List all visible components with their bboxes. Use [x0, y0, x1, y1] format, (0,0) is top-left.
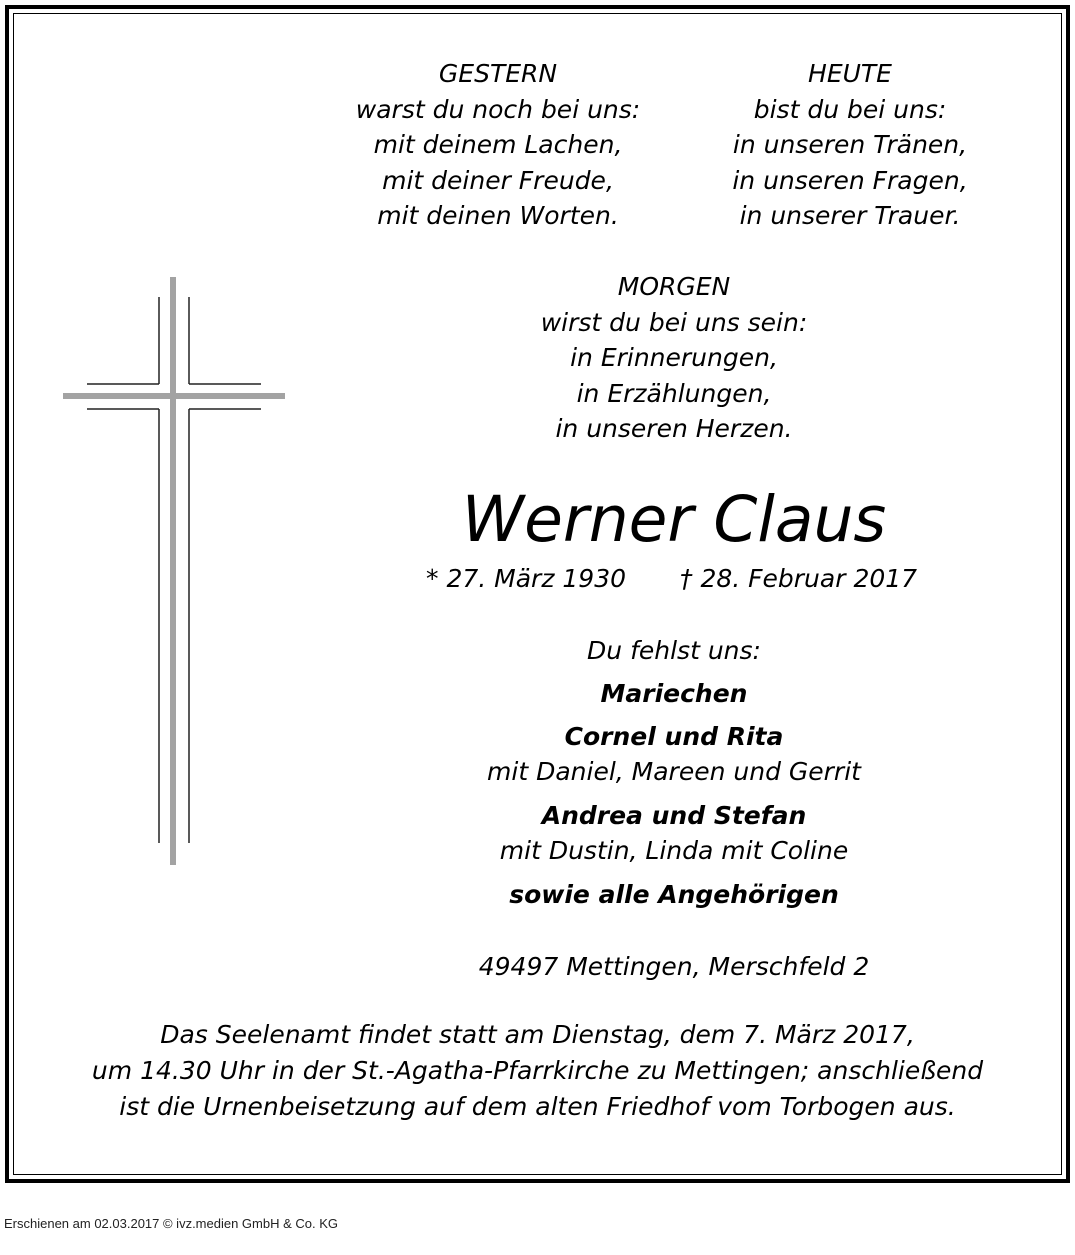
poem-line: MORGEN — [617, 272, 731, 301]
poem-tomorrow — [474, 269, 874, 447]
poem-line: warst du noch bei uns: — [355, 94, 641, 124]
poem-line: bist du bei uns: — [753, 94, 947, 124]
address: 49497 Mettingen, Merschfeld 2 — [478, 952, 870, 981]
birth-date: * 27. März 1930 — [426, 564, 627, 593]
service-line: um 14.30 Uhr in der St.-Agatha-Pfarrkirche zu Mettingen; anschließend — [91, 1056, 984, 1085]
publication-footer: Erschienen am 02.03.2017 © ivz.medien GmbH & Co. KG — [4, 1216, 339, 1231]
poem-line: in unserer Trauer. — [739, 201, 961, 230]
poem-line: mit deinem Lachen, — [373, 130, 623, 159]
poem-line: in unseren Fragen, — [732, 165, 968, 195]
mourner-relatives: mit Dustin, Linda mit Coline — [499, 836, 849, 865]
poem-line: mit deiner Freude, — [382, 165, 614, 195]
cross-icon — [60, 275, 290, 874]
mourner-relatives: mit Daniel, Mareen und Gerrit — [487, 757, 861, 786]
death-date: † 28. Februar 2017 — [680, 564, 918, 593]
deceased-name: Werner Claus — [461, 483, 887, 556]
poem-line: in unseren Tränen, — [732, 130, 968, 159]
poem-line: in Erinnerungen, — [570, 343, 778, 372]
service-info — [40, 1017, 1035, 1125]
poem-line: in unseren Herzen. — [555, 414, 793, 443]
mourner-name: Mariechen — [600, 679, 748, 708]
mourner-name: sowie alle Angehörigen — [509, 880, 839, 909]
poem-line: GESTERN — [438, 59, 558, 88]
poem-line: wirst du bei uns sein: — [540, 307, 808, 337]
service-line: Das Seelenamt findet statt am Dienstag, dem 7. März 2017, — [160, 1020, 915, 1049]
poem-line: mit deinen Worten. — [377, 201, 619, 230]
poem-today — [680, 56, 1020, 234]
poem-yesterday — [328, 56, 668, 234]
service-line: ist die Urnenbeisetzung auf dem alten Friedhof vom Torbogen aus. — [119, 1092, 956, 1121]
mourners-intro: Du fehlst uns: — [587, 636, 761, 665]
mourner-name: Cornel und Rita — [564, 722, 784, 751]
mourner-name: Andrea und Stefan — [541, 801, 807, 830]
poem-line: HEUTE — [808, 59, 892, 88]
poem-line: in Erzählungen, — [576, 378, 772, 408]
